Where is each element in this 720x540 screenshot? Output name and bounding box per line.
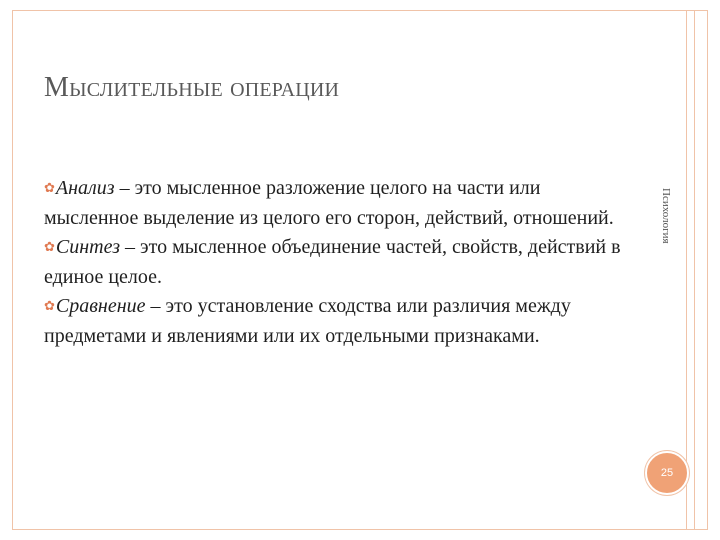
list-item-analysis (44, 174, 634, 233)
flower-bullet-icon: ✿ (44, 239, 55, 254)
term-definition: – это мысленное разложение целого на части или мысленное выделение из целого его сторон, действий, отношений. (44, 177, 614, 229)
slide-body (44, 174, 634, 351)
frame-divider-line (694, 10, 695, 530)
term-label: Сравнение (55, 295, 146, 317)
side-label: Психология (660, 188, 672, 244)
flower-bullet-icon: ✿ (44, 298, 55, 313)
flower-bullet-icon: ✿ (44, 180, 55, 195)
list-item-synthesis (44, 233, 634, 292)
term-definition: – это мысленное объединение частей, свойств, действий в единое целое. (44, 236, 621, 288)
list-item-comparison (44, 292, 634, 351)
term-definition: – это установление сходства или различия между предметами и явлениями или их отдельными признаками. (44, 295, 571, 347)
term-label: Синтез (55, 236, 121, 258)
frame-divider-line (686, 10, 687, 530)
term-label: Анализ (55, 177, 115, 199)
slide-title: Мыслительные операции (44, 72, 340, 103)
page-number-badge: 25 (645, 451, 689, 495)
